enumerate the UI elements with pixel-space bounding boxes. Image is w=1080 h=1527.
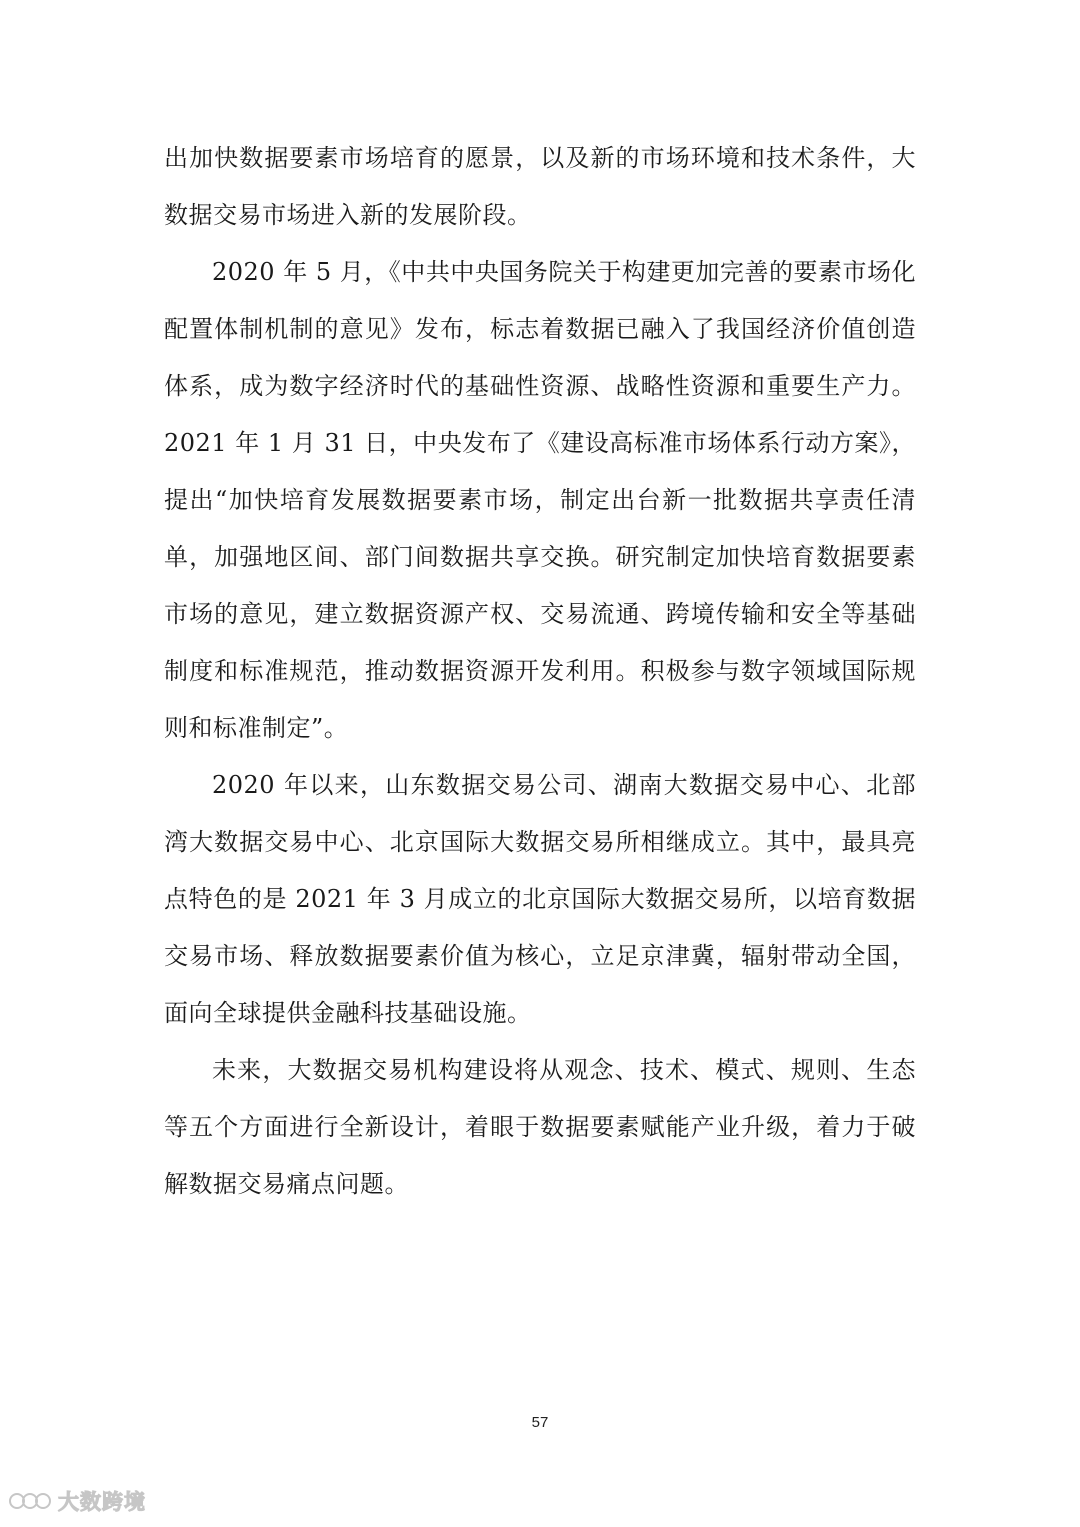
- watermark: [8, 1488, 146, 1514]
- watermark-text: 大数跨境: [58, 1490, 146, 1514]
- paragraph-3: 2020 年以来，山东数据交易公司、湖南大数据交易中心、北部湾大数据交易中心、北京国际大数据交易所相继成立。其中，最具亮点特色的是 2021 年 3 月成立的北京国际大数据交易所，以培育数据交易市场、释放数据要素价值为核心，立足京津冀，辐射带动全国，面向全球提供金融科技基础设施。: [164, 771, 916, 1027]
- paragraph-2: 2020 年 5 月，《中共中央国务院关于构建更加完善的要素市场化配置体制机制的意见》发布，标志着数据已融入了我国经济价值创造体系，成为数字经济时代的基础性资源、战略性资源和重要生产力。2021 年 1 月 31 日，中央发布了《建设高标准市场体系行动方案》，提出“加快培育发展数据要素市场，制定出台新一批数据共享责任清单，加强地区间、部门间数据共享交换。研究制定加快培育数据要素市场的意见，建立数据资源产权、交易流通、跨境传输和安全等基础制度和标准规范，推动数据资源开发利用。积极参与数字领域国际规则和标准制定”。: [164, 258, 916, 742]
- document-body: [164, 130, 916, 1213]
- paragraph-1: 出加快数据要素市场培育的愿景，以及新的市场环境和技术条件，大数据交易市场进入新的发展阶段。: [164, 144, 916, 229]
- paragraph-4: 未来，大数据交易机构建设将从观念、技术、模式、规则、生态等五个方面进行全新设计，着眼于数据要素赋能产业升级，着力于破解数据交易痛点问题。: [164, 1056, 916, 1198]
- page-number: 57: [531, 1414, 549, 1431]
- brand-logo-icon: [8, 1490, 52, 1512]
